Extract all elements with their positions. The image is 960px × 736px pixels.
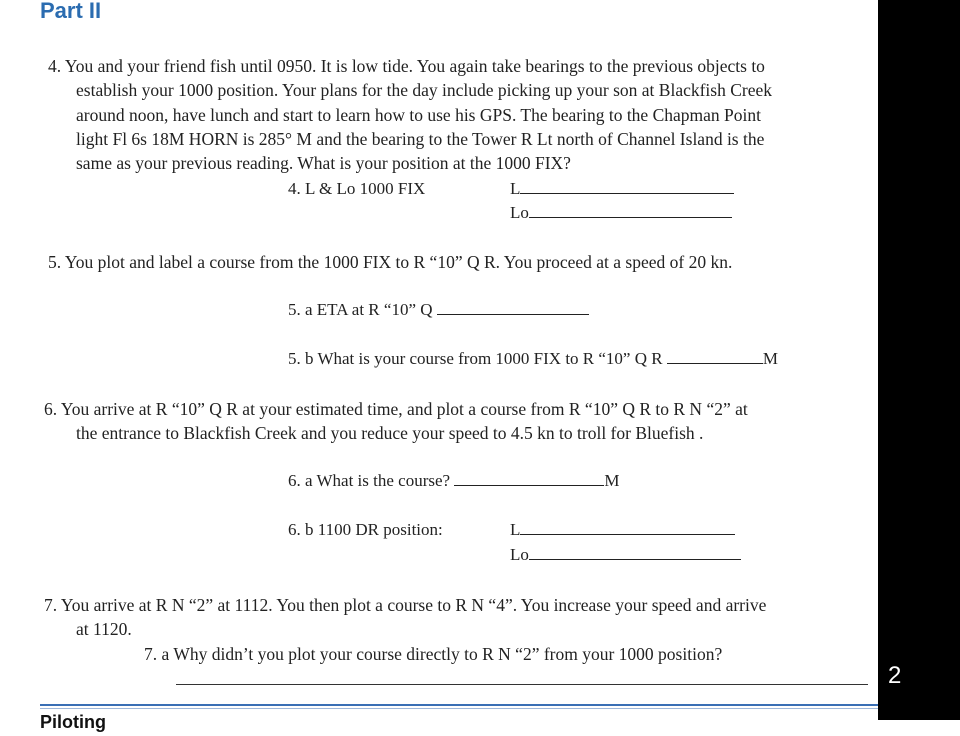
q5a-field[interactable] bbox=[288, 298, 589, 322]
q5-text: 5. You plot and label a course from the 1000 FIX to R “10” Q R. You proceed at a speed of 20 kn. bbox=[48, 252, 733, 272]
q6a-blank[interactable] bbox=[454, 471, 604, 486]
q4-line-4: light Fl 6s 18M HORN is 285° M and the bearing to the Tower R Lt north of Channel Island is the bbox=[76, 129, 765, 149]
q6b-label: 6. b 1100 DR position: bbox=[288, 520, 443, 539]
q4-lon-field[interactable] bbox=[510, 201, 732, 225]
q4-lat-label: L bbox=[510, 179, 521, 198]
q6a-field[interactable] bbox=[288, 469, 619, 493]
q7a-label: 7. a Why didn’t you plot your course directly to R N “2” from your 1000 position? bbox=[144, 644, 723, 664]
q5a-label: 5. a ETA at R “10” Q bbox=[288, 300, 433, 319]
q6-line-1: 6. You arrive at R “10” Q R at your estimated time, and plot a course from R “10” Q R to R N “2” at bbox=[44, 399, 748, 419]
q5b-label: 5. b What is your course from 1000 FIX to R “10” Q R bbox=[288, 349, 663, 368]
footer-rule-secondary bbox=[40, 708, 878, 709]
q5b-field[interactable] bbox=[288, 347, 778, 371]
q5b-unit: M bbox=[762, 349, 778, 368]
q4-line-3: around noon, have lunch and start to learn how to use his GPS. The bearing to the Chapman Point bbox=[76, 105, 761, 125]
q4-line-1: 4. You and your friend fish until 0950. It is low tide. You again take bearings to the previous objects to bbox=[48, 56, 765, 76]
q6b-lat-field[interactable] bbox=[510, 518, 735, 542]
q7-line-1: 7. You arrive at R N “2” at 1112. You then plot a course to R N “4”. You increase your speed and arrive bbox=[44, 595, 767, 615]
footer-rule bbox=[40, 704, 878, 706]
q6-line-2: the entrance to Blackfish Creek and you reduce your speed to 4.5 kn to troll for Bluefish . bbox=[76, 423, 704, 443]
footer-section-title: Piloting bbox=[40, 712, 106, 732]
q4-lat-blank[interactable] bbox=[520, 179, 734, 194]
q6b-lon-blank[interactable] bbox=[529, 545, 741, 560]
q4-lon-blank[interactable] bbox=[529, 203, 732, 218]
sidebar-panel bbox=[878, 0, 960, 720]
q5b-blank[interactable] bbox=[667, 349, 763, 364]
q4-lon-label: Lo bbox=[510, 203, 529, 222]
q6b-lon-field[interactable] bbox=[510, 543, 741, 567]
q7a-answer-line[interactable] bbox=[176, 684, 868, 685]
q7-line-2: at 1120. bbox=[76, 619, 132, 639]
page-title: Part II bbox=[40, 0, 102, 23]
q6b-lat-blank[interactable] bbox=[520, 520, 735, 535]
q6a-label: 6. a What is the course? bbox=[288, 471, 451, 490]
q4-line-5: same as your previous reading. What is your position at the 1000 FIX? bbox=[76, 153, 571, 173]
q6a-unit: M bbox=[604, 471, 620, 490]
q4-answer-label: 4. L & Lo 1000 FIX bbox=[288, 179, 426, 198]
q4-lat-field[interactable] bbox=[510, 177, 734, 201]
q6b-lat-label: L bbox=[510, 520, 521, 539]
q6b-lon-label: Lo bbox=[510, 545, 529, 564]
q4-line-2: establish your 1000 position. Your plans for the day include picking up your son at Blackfish Creek bbox=[76, 80, 773, 100]
page-number: 2 bbox=[888, 662, 902, 689]
q5a-blank[interactable] bbox=[437, 300, 589, 315]
